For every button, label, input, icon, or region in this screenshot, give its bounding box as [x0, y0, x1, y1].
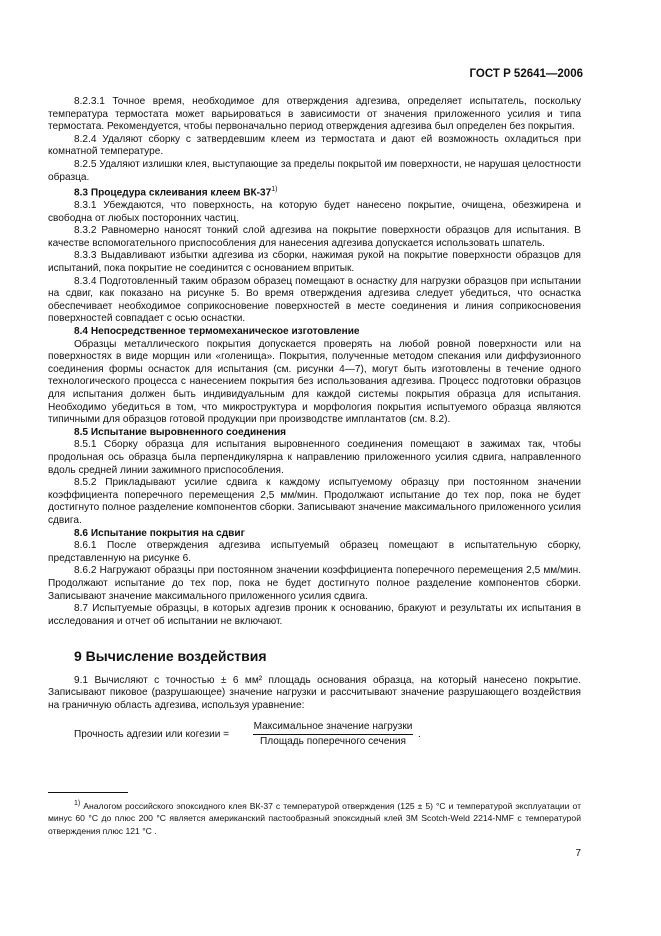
- formula: [48, 721, 581, 751]
- subsection-heading: [48, 184, 581, 200]
- footnote-text: Аналогом российского эпоксидного клея ВК-37 с температурой отверждения (125 ± 5) °С и температурой эксплуатации от минус 60 °С до плюс 200 °С является американский пастообразный эпоксидный клей 3М Scotch-Weld 2214-NMF с температурой отверждения плюс 121 °С .: [48, 800, 581, 836]
- heading-text: 8.3 Процедура склеивания клеем ВК-37: [74, 187, 272, 199]
- document-body: [48, 96, 581, 751]
- paragraph: 8.3.2 Равномерно наносят тонкий слой адгезива на покрытие поверхности образцов для испытания. В качестве вспомогательного приспособления для нанесения адгезива допускается использовать шпатель.: [48, 225, 581, 249]
- formula-denominator: Площадь поперечного сечения: [260, 736, 406, 748]
- paragraph: 8.3.3 Выдавливают избытки адгезива из сборки, нажимая рукой на покрытие поверхности образцов для испытаний, пока покрытие не соединится с основанием впритык.: [48, 250, 581, 275]
- paragraph: 8.2.3.1 Точное время, необходимое для отверждения адгезива, определяет испытатель, поскольку температура термостата может варьироваться в зависимости от значения приложенного усилия и типа термостата. Рекомендуется, чтобы первоначально период отверждения адгезива был определен без покрытия.: [48, 96, 581, 133]
- document-header: ГОСТ Р 52641—2006: [469, 68, 583, 80]
- paragraph: 8.7 Испытуемые образцы, в которых адгезив проник к основанию, бракуют и результаты их испытания в исследования и отчет об испытании не включают.: [48, 603, 581, 627]
- paragraph: 8.6.1 После отверждения адгезива испытуемый образец помещают в испытательную сборку, представленную на рисунке 6.: [48, 540, 581, 564]
- paragraph: 8.2.4 Удаляют сборку с затвердевшим клеем из термостата и дают ей возможность охладиться при комнатной температуре.: [48, 133, 581, 158]
- paragraph: 8.5.1 Сборку образца для испытания выровненного соединения помещают в зажимах так, чтобы продольная ось образца была перпендикулярна к направлению приложенного усилия сдвига, направленного вдоль средней линии зажимного приспособления.: [48, 439, 581, 476]
- formula-lhs: Прочность адгезии или когезии =: [74, 728, 230, 740]
- footnote: [48, 798, 581, 837]
- footnote-separator: [48, 792, 128, 793]
- paragraph: 8.6.2 Нагружают образцы при постоянном значении коэффициента поперечного перемещения 2,5 мм/мин. Продолжают испытание до тех пор, пока не будет достигнуто полное разделение компонентов сборки. Записывают значение максимального приложенного усилия сдвига.: [48, 565, 581, 602]
- subsection-heading: 8.6 Испытание покрытия на сдвиг: [74, 527, 245, 539]
- paragraph: 8.2.5 Удаляют излишки клея, выступающие за пределы покрытой им поверхности, не нарушая целостности образца.: [48, 158, 581, 183]
- subsection-heading: 8.4 Непосредственное термомеханическое изготовление: [74, 326, 360, 338]
- section-title: 9 Вычисление воздействия: [74, 648, 267, 665]
- formula-numerator: Максимальное значение нагрузки: [253, 721, 413, 736]
- paragraph: Образцы металлического покрытия допускается проверять на любой ровной поверхности или на поверхностях в виде морщин или «голенища». Покрытия, полученные методом спекания или диффузионного соединения формы оснасток для испытания (см. рисунки 4—7), могут быть изготовлены в течение одного технологического процесса с нанесением покрытия без использования адгезива. Процесс подготовки образцов для испытания должен быть индивидуальным для каждой системы покрытия образца для испытания. Необходимо убедиться в том, что микроструктура и морфология покрытия испытуемого образца являются типичными для образцов готовой продукции при производстве имплантатов (см. 8.2).: [48, 338, 581, 426]
- paragraph: 9.1 Вычисляют с точностью ± 6 мм² площадь основания образца, на который нанесено покрытие. Записывают пиковое (разрушающее) значение нагрузки и рассчитывают значение разрушающего воздействия на граничную область адгезива, используя уравнение:: [48, 674, 581, 712]
- paragraph: 8.3.1 Убеждаются, что поверхность, на которую будет нанесено покрытие, очищена, обезжирена и свободна от любых посторонних частиц.: [48, 200, 581, 224]
- paragraph: 8.3.4 Подготовленный таким образом образец помещают в оснастку для нагрузки образцов при испытании на сдвиг, как показано на рисунке 5. Во время отверждения адгезива следует убедиться, что оснастка обеспечивает необходимое соприкосновение поверхностей в месте соединения и линия соприкосновения поверхностей совпадает с осью оснастки.: [48, 275, 581, 325]
- paragraph: 8.5.2 Прикладывают усилие сдвига к каждому испытуемому образцу при постоянном значении коэффициента поперечного перемещения 2,5 мм/мин. Продолжают испытание до тех пор, пока не будет достигнуто полное разделение компонентов сборки. Записывают значение максимального приложенного усилия сдвига.: [48, 477, 581, 526]
- formula-end: .: [418, 728, 421, 740]
- subsection-heading: 8.5 Испытание выровненного соединения: [74, 426, 287, 438]
- formula-fraction: [253, 721, 413, 749]
- page-number: 7: [575, 848, 581, 859]
- footnote-ref: 1): [271, 186, 278, 194]
- footnote-mark: 1): [74, 800, 81, 807]
